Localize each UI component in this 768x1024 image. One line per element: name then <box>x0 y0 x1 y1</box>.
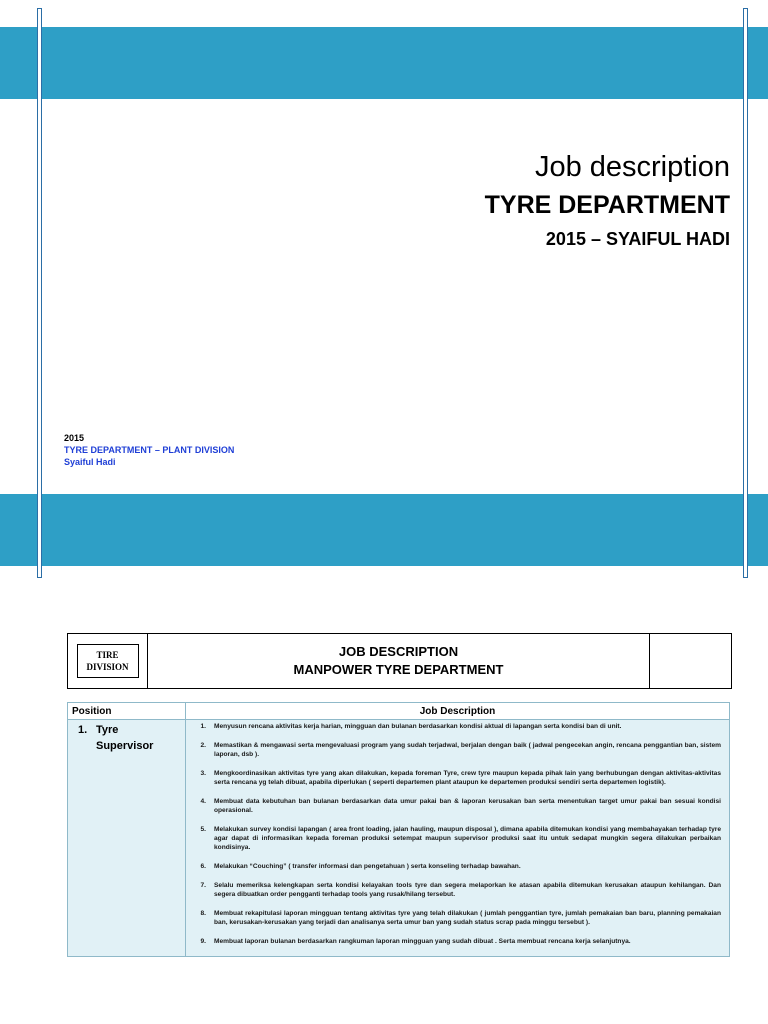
duty-text: Menyusun rencana aktivitas kerja harian, mingguan dan bulanan berdasarkan kondisi aktual di lapangan serta kondisi ban di unit. <box>214 723 622 730</box>
duty-number: 3. <box>200 770 206 777</box>
position-cell <box>68 720 186 957</box>
cover-title-block <box>485 150 730 252</box>
duty-item <box>194 769 721 787</box>
cover-meta-author: Syaiful Hadi <box>64 457 116 467</box>
cover-right-rule <box>743 8 748 578</box>
duty-item <box>194 937 721 946</box>
duty-number: 4. <box>200 798 206 805</box>
cover-subtitle: 2015 – SYAIFUL HADI <box>545 229 730 249</box>
header-title-line-1: JOB DESCRIPTION <box>338 644 459 659</box>
duty-item <box>194 909 721 927</box>
tire-division-logo <box>77 644 139 678</box>
cover-title: Job description <box>534 151 730 183</box>
duty-text: Selalu memeriksa kelengkapan serta kondisi kelayakan tools tyre dan segera melaporkan ke atasan apabila ditemukan kerusakan ataupun kehilangan. Dan segera dibuatkan order pengganti terhadap tools yang rusak/hilang tersebut. <box>214 882 721 898</box>
header-title-line-2: MANPOWER TYRE DEPARTMENT <box>293 662 504 677</box>
logo-line-1: TIRE <box>96 650 119 660</box>
duty-text: Memastikan & mengawasi serta mengevaluasi program yang sudah terjadwal, berjalan dengan baik ( jadwal pengecekan angin, rencana penggantian ban, sistem laporan, dsb ). <box>214 742 721 758</box>
job-description-table <box>67 702 730 957</box>
duty-text: Membuat laporan bulanan berdasarkan rangkuman laporan mingguan yang sudah dibuat . Serta membuat rencana kerja selanjutnya. <box>214 938 631 945</box>
doc-header-table <box>67 633 732 689</box>
table-row <box>68 720 730 957</box>
position-number: 1. <box>78 724 88 736</box>
column-header-position: Position <box>68 703 186 720</box>
duties-list <box>186 720 729 946</box>
cover-meta-department: TYRE DEPARTMENT – PLANT DIVISION <box>64 445 235 455</box>
duty-text: Melakukan “Couching” ( transfer informasi dan pengetahuan ) serta konseling terhadap bawahan. <box>214 863 521 870</box>
cover-left-rule <box>37 8 42 578</box>
duty-number: 7. <box>200 882 206 889</box>
cover-department: TYRE DEPARTMENT <box>484 191 730 219</box>
position-name: Tyre Supervisor <box>96 724 154 752</box>
duty-text: Membuat rekapitulasi laporan mingguan tentang aktivitas tyre yang telah dilakukan ( jumlah penggantian tyre, jumlah pemakaian ban baru, planning pemakaian ban, kerusakan-kerusakan yang terjadi dan analisanya serta umur ban yang sudah status scrap pada minggu tersebut ). <box>214 910 721 926</box>
cover-bottom-band <box>0 494 768 566</box>
duty-text: Membuat data kebutuhan ban bulanan berdasarkan data umur pakai ban & laporan kerusakan ban serta menentukan target umur pakai ban sesuai kondisi operasional. <box>214 798 721 814</box>
cover-top-band <box>0 27 768 99</box>
logo-cell <box>68 634 148 688</box>
duty-item <box>194 797 721 815</box>
duty-item <box>194 741 721 759</box>
duty-number: 2. <box>200 742 206 749</box>
duty-number: 1. <box>200 723 206 730</box>
cover-meta-year: 2015 <box>64 433 85 443</box>
duty-number: 6. <box>200 863 206 870</box>
duty-item <box>194 722 721 731</box>
logo-line-2: DIVISION <box>86 662 129 672</box>
duties-cell <box>186 720 730 957</box>
header-blank-cell <box>650 634 731 688</box>
duty-item <box>194 825 721 852</box>
column-header-description: Job Description <box>186 703 730 720</box>
duty-number: 8. <box>200 910 206 917</box>
duty-number: 5. <box>200 826 206 833</box>
header-title-cell <box>148 634 650 688</box>
cover-meta <box>64 432 234 468</box>
duty-number: 9. <box>200 938 206 945</box>
duty-item <box>194 881 721 899</box>
duty-text: Mengkoordinasikan aktivitas tyre yang akan dilakukan, kepada foreman Tyre, crew tyre maupun kepada pihak lain yang berhubungan dengan aktivitas-aktivitas serta rencana yg telah dibuat, apabila diperlukan ( seperti departemen plant ataupun ke departemen produksi sendiri serta departemen logistik). <box>214 770 721 786</box>
duty-item <box>194 862 721 871</box>
duty-text: Melakukan survey kondisi lapangan ( area front loading, jalan hauling, maupun disposal ), dimana apabila ditemukan kondisi yang membahayakan terhadap tyre agar dapat di informasikan kepada foreman produksi setempat maupun supervisor produksi saat itu untuk sedapat mungkin segera dilakukan perbaikan kondisinya. <box>214 826 721 851</box>
